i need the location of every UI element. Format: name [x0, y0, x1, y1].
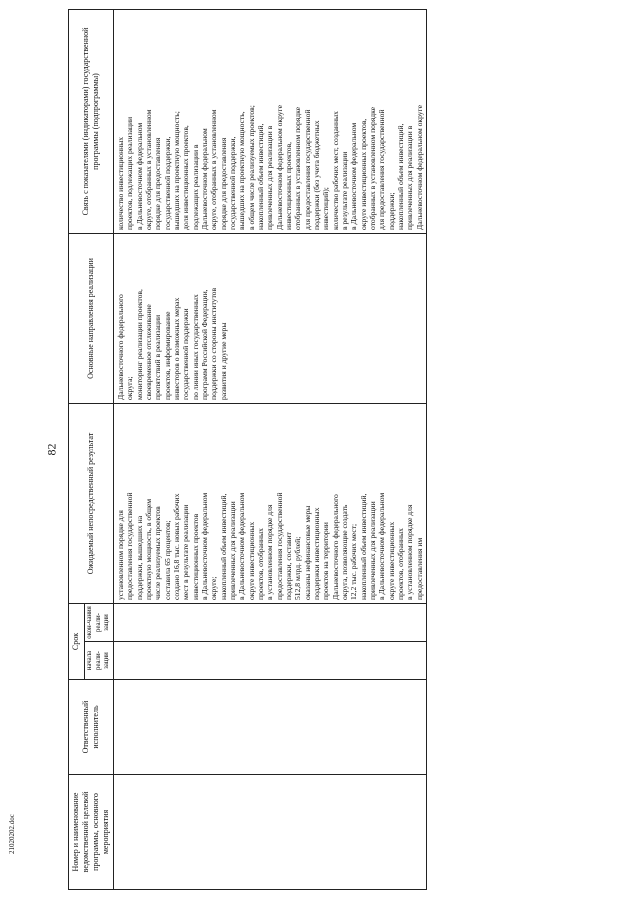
cell-expected-result: установленном порядке для предоставления государственной поддержки, вышедших на проектную мощность, в общем числе реализуемых проектов составила 65 процентов; создано 16,8 тыс. новых рабочих мест в результате реализации инвестиционных проектов в Дальневосточном федеральном округе; накопленный объем инвестиций, привлеченных для реализации в Дальневосточном федеральном округе инвестиционных проектов, отобранных в установленном порядке для предоставления государственной поддержки, составит 512,8 млрд. рублей; оказаны нефинансовые меры поддержки инвестиционных проектов на территории Дальневосточного федерального округа, позволяющие создать 12,2 тыс. рабочих мест; накопленный объем инвестиций, привлеченных для реализации в Дальневосточном федеральном округе инвестиционных проектов, отобранных в установленном порядке для предоставления им [114, 403, 427, 603]
header-main-directions: Основные направления реализации [69, 233, 114, 403]
cell-program-name [114, 775, 427, 890]
header-indicators-link: Связь с показателями (индикаторами) государственной программы (подпрограммы) [69, 9, 114, 233]
cell-end [114, 603, 427, 641]
header-start: начала реали-зации [84, 642, 113, 680]
page-number: 82 [44, 443, 59, 456]
header-row-1 [69, 9, 85, 889]
header-expected-result: Ожидаемый непосредственный результат [69, 403, 114, 603]
cell-main-directions: Дальневосточного федерального округа; мониторинг реализации проектов, своевременное отслеживание препятствий в реализации проектов, информирование инвесторов о возможных мерах государственной поддержки по линии иных государственных программ Российской Федерации, поддержки со стороны институтов развития и другие меры [114, 233, 427, 403]
cell-start [114, 642, 427, 680]
document-filename: 21020202.doc [8, 814, 16, 854]
cell-responsible [114, 680, 427, 775]
table-row [114, 9, 427, 889]
cell-indicators-link: количество инвестиционных проектов, подлежащих реализации в Дальневосточном федеральном округе, отобранных в установленном порядке для предоставления государственной поддержки, вышедших на проектную мощность; доля инвестиционных проектов, подлежащих реализации в Дальневосточном федеральном округе, отобранных в установленном порядке для предоставления государственной поддержки, вышедших на проектную мощность, в общем числе реализуемых проектов; накопленный объем инвестиций, привлеченных для реализации в Дальневосточном федеральном округе инвестиционных проектов, отобранных в установленном порядке для предоставления государственной поддержки (без учета бюджетных инвестиций); количество рабочих мест, созданных в результате реализации в Дальневосточном федеральном округе инвестиционных проектов, отобранных в установленном порядке для предоставления государственной поддержки; накопленный объем инвестиций, привлеченных для реализации в Дальневосточном федеральном округе [114, 9, 427, 233]
header-responsible: Ответственный исполнитель [69, 680, 114, 775]
header-program-name: Номер и наименование ведомственной целевой программы, основного мероприятия [69, 775, 114, 890]
rotated-table-area [68, 8, 628, 890]
program-measures-table [68, 9, 427, 890]
header-term: Срок [69, 603, 85, 679]
header-end: окон-чания реали-зации [84, 603, 113, 641]
rotated-page-container [68, 8, 628, 890]
